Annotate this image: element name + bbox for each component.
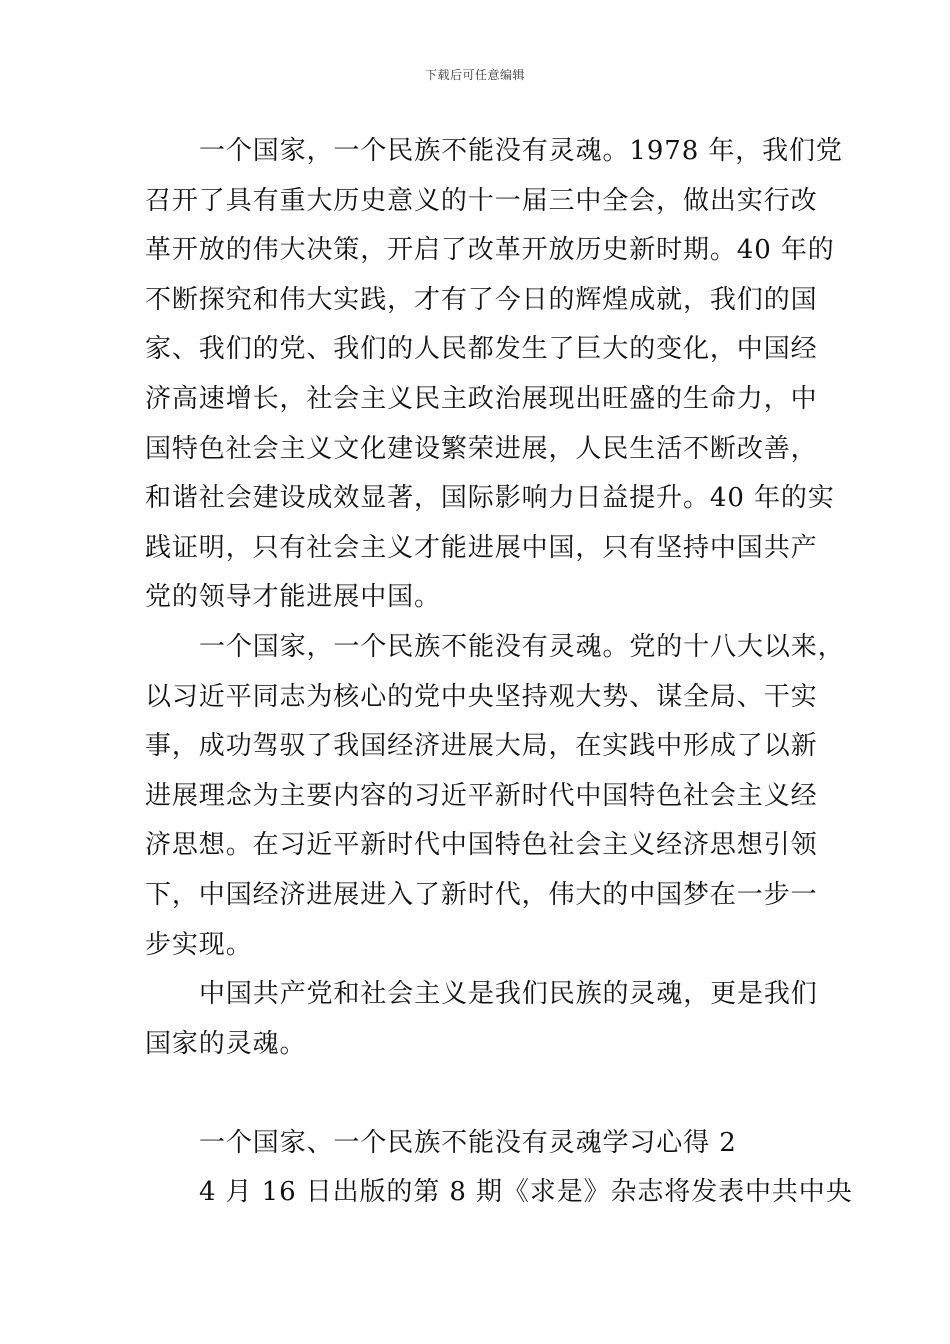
paragraph-1-line: 革开放的伟大决策，开启了改革开放历史新时期。40 年的 [145, 235, 835, 266]
paragraph-2-line: 事，成功驾驭了我国经济进展大局，在实践中形成了以新 [145, 731, 818, 762]
paragraph-1-line: 国特色社会主义文化建设繁荣进展，人民生活不断改善， [145, 433, 818, 464]
paragraph-2-line: 一个国家，一个民族不能没有灵魂。党的十八大以来， [199, 631, 845, 662]
paragraph-1-line: 不断探究和伟大实践，才有了今日的辉煌成就，我们的国 [145, 284, 818, 315]
paragraph-1-line: 召开了具有重大历史意义的十一届三中全会，做出实行改 [145, 185, 818, 216]
download-note: 下载后可任意编辑 [424, 68, 525, 82]
paragraph-1-line: 济高速增长，社会主义民主政治展现出旺盛的生命力，中 [145, 383, 818, 414]
paragraph-2-line: 下，中国经济进展进入了新时代，伟大的中国梦在一步一 [145, 879, 818, 910]
paragraph-3-line: 国家的灵魂。 [145, 1028, 307, 1059]
paragraph-2-line: 步实现。 [145, 929, 253, 960]
paragraph-1-line: 和谐社会建设成效显著，国际影响力日益提升。40 年的实 [145, 483, 835, 514]
paragraph-1-line: 党的领导才能进展中国。 [145, 582, 441, 613]
paragraph-3-line: 中国共产党和社会主义是我们民族的灵魂，更是我们 [199, 979, 818, 1010]
paragraph-1-line: 一个国家，一个民族不能没有灵魂。1978 年，我们党 [199, 136, 843, 166]
paragraph-2-line: 进展理念为主要内容的习近平新时代中国特色社会主义经 [145, 780, 818, 811]
paragraph-2-line: 济思想。在习近平新时代中国特色社会主义经济思想引领 [145, 830, 818, 861]
paragraph-4-line: 4 月 16 日出版的第 8 期《求是》杂志将发表中共中央 [199, 1177, 853, 1208]
paragraph-1-line: 践证明，只有社会主义才能进展中国，只有坚持中国共产 [145, 532, 818, 563]
paragraph-1-line: 家、我们的党、我们的人民都发生了巨大的变化，中国经 [145, 334, 818, 365]
blank-line [145, 1069, 810, 1119]
section-title: 一个国家、一个民族不能没有灵魂学习心得 2 [199, 1127, 737, 1158]
paragraph-2-line: 以习近平同志为核心的党中央坚持观大势、谋全局、干实 [145, 681, 818, 712]
document-body [145, 127, 853, 1218]
